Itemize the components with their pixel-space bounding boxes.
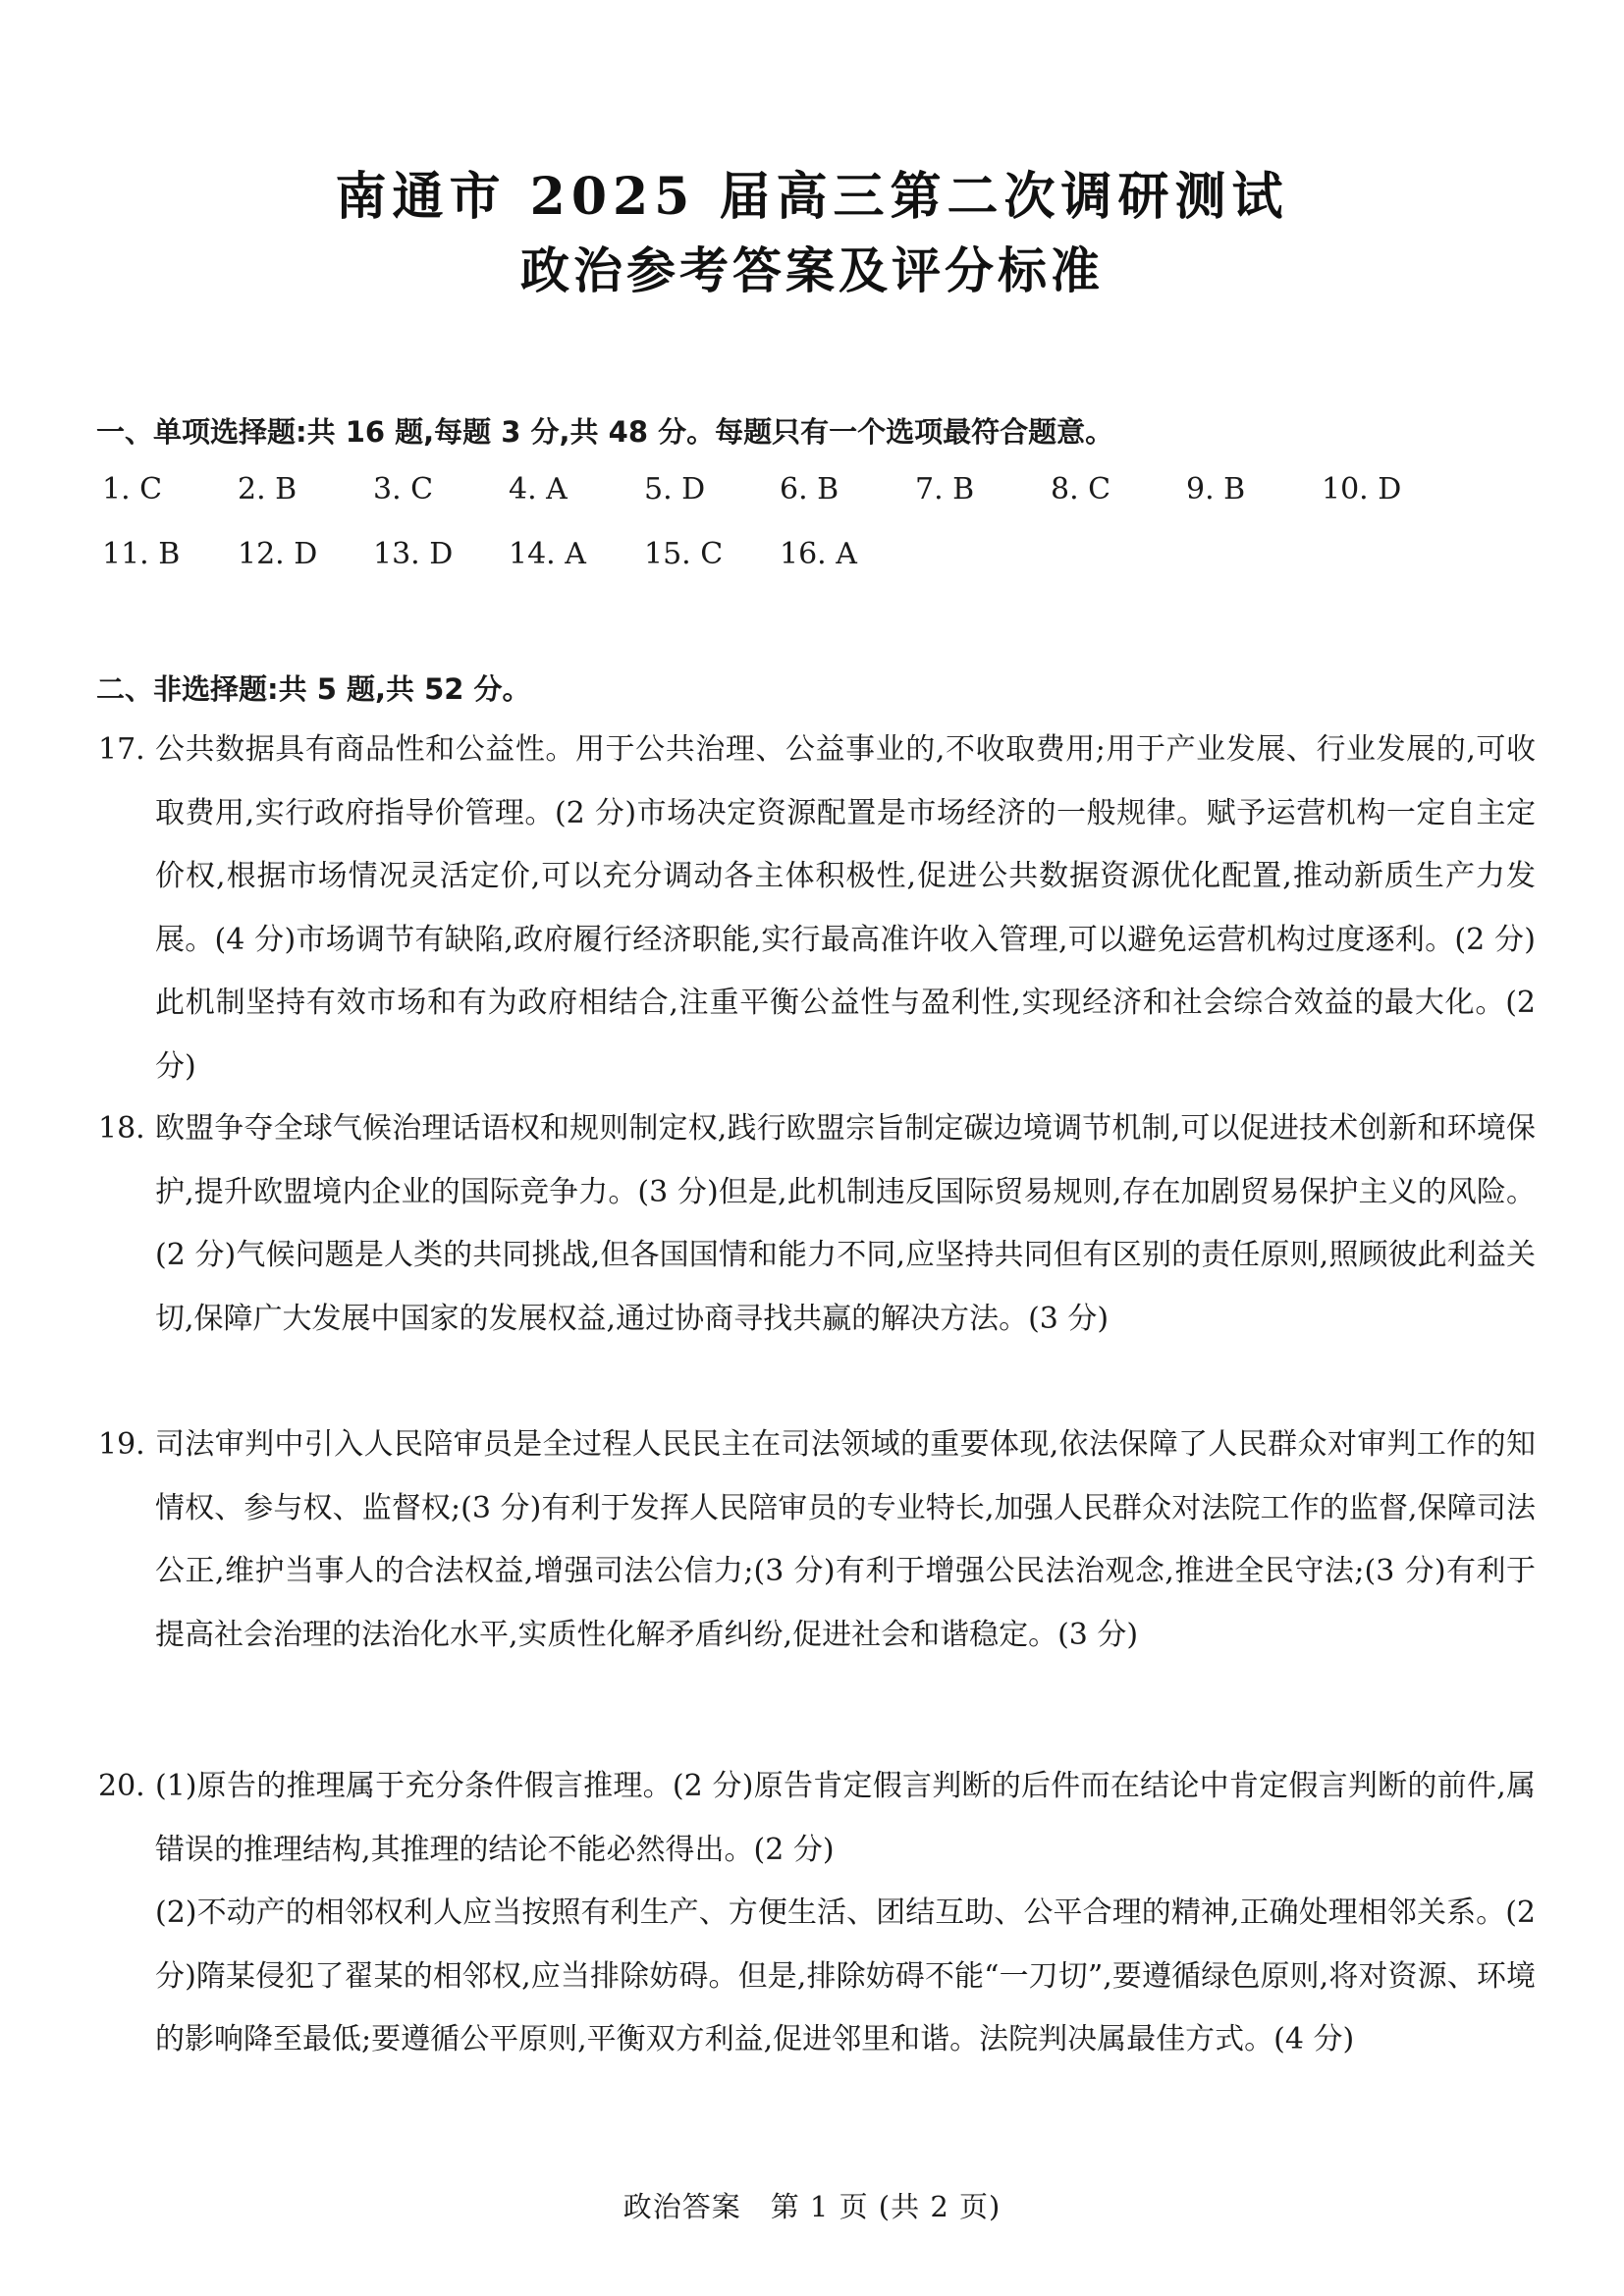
answer-item: 4. A xyxy=(509,472,568,507)
answer-item: 9. B xyxy=(1186,472,1246,507)
page-footer: 政治答案 第 1 页 (共 2 页) xyxy=(623,2190,1001,2223)
question-20 xyxy=(98,1755,1536,2072)
question-answer-text: 欧盟争夺全球气候治理话语权和规则制定权,践行欧盟宗旨制定碳边境调节机制,可以促进技术创新和环境保护,提升欧盟境内企业的国际竞争力。(3 分)但是,此机制违反国际贸易规则,存在加剧贸易保护主义的风险。(2 分)气候问题是人类的共同挑战,但各国国情和能力不同,应坚持共同但有区别的责任原则,照顾彼此利益关切,保障广大发展中国家的发展权益,通过协商寻找共赢的解决方法。(3 分) xyxy=(155,1111,1536,1336)
answer-item: 14. A xyxy=(509,537,586,571)
answer-row-2 xyxy=(102,537,915,571)
question-number: 19. xyxy=(98,1427,145,1462)
answer-item: 6. B xyxy=(780,472,839,507)
question-answer-part-1: (1)原告的推理属于充分条件假言推理。(2 分)原告肯定假言判断的后件而在结论中肯定假言判断的前件,属错误的推理结构,其推理的结论不能必然得出。(2 分) xyxy=(155,1769,1536,1867)
question-17 xyxy=(98,719,1536,1098)
question-number: 20. xyxy=(98,1769,145,1803)
answer-item: 13. D xyxy=(373,537,454,571)
answer-item: 5. D xyxy=(644,472,706,507)
answer-item: 15. C xyxy=(644,537,724,571)
section-heading-non-choice: 二、非选择题:共 5 题,共 52 分。 xyxy=(96,672,531,706)
answer-row-1 xyxy=(102,472,1457,507)
answer-item: 3. C xyxy=(373,472,434,507)
answer-item: 7. B xyxy=(915,472,975,507)
question-answer-part-2: (2)不动产的相邻权利人应当按照有利生产、方便生活、团结互助、公平合理的精神,正确处理相邻关系。(2 分)隋某侵犯了翟某的相邻权,应当排除妨碍。但是,排除妨碍不能“一刀切”,要遵循绿色原则,将对资源、环境的影响降至最低;要遵循公平原则,平衡双方利益,促进邻里和谐。法院判决属最佳方式。(4 分) xyxy=(155,1896,1536,2056)
answer-item: 8. C xyxy=(1051,472,1111,507)
answer-item: 1. C xyxy=(102,472,163,507)
question-19 xyxy=(98,1414,1536,1667)
answer-item: 12. D xyxy=(238,537,318,571)
answer-item: 2. B xyxy=(238,472,298,507)
answer-item: 10. D xyxy=(1322,472,1402,507)
question-18 xyxy=(98,1097,1536,1351)
question-number: 17. xyxy=(98,732,145,767)
question-number: 18. xyxy=(98,1111,145,1146)
question-answer-text: 司法审判中引入人民陪审员是全过程人民民主在司法领域的重要体现,依法保障了人民群众对审判工作的知情权、参与权、监督权;(3 分)有利于发挥人民陪审员的专业特长,加强人民群众对法院工作的监督,保障司法公正,维护当事人的合法权益,增强司法公信力;(3 分)有利于增强公民法治观念,推进全民守法;(3 分)有利于提高社会治理的法治化水平,实质性化解矛盾纠纷,促进社会和谐稳定。(3 分) xyxy=(155,1427,1536,1652)
question-answer-text: 公共数据具有商品性和公益性。用于公共治理、公益事业的,不收取费用;用于产业发展、行业发展的,可收取费用,实行政府指导价管理。(2 分)市场决定资源配置是市场经济的一般规律。赋予运营机构一定自主定价权,根据市场情况灵活定价,可以充分调动各主体积极性,促进公共数据资源优化配置,推动新质生产力发展。(4 分)市场调节有缺陷,政府履行经济职能,实行最高准许收入管理,可以避免运营机构过度逐利。(2 分)此机制坚持有效市场和有为政府相结合,注重平衡公益性与盈利性,实现经济和社会综合效益的最大化。(2 分) xyxy=(155,732,1536,1084)
page-title: 南通市 2025 届高三第二次调研测试 xyxy=(335,167,1289,227)
section-heading-multiple-choice: 一、单项选择题:共 16 题,每题 3 分,共 48 分。每题只有一个选项最符合题意。 xyxy=(96,415,1114,449)
answer-item: 16. A xyxy=(780,537,857,571)
page-subtitle: 政治参考答案及评分标准 xyxy=(520,241,1104,299)
answer-item: 11. B xyxy=(102,537,181,571)
